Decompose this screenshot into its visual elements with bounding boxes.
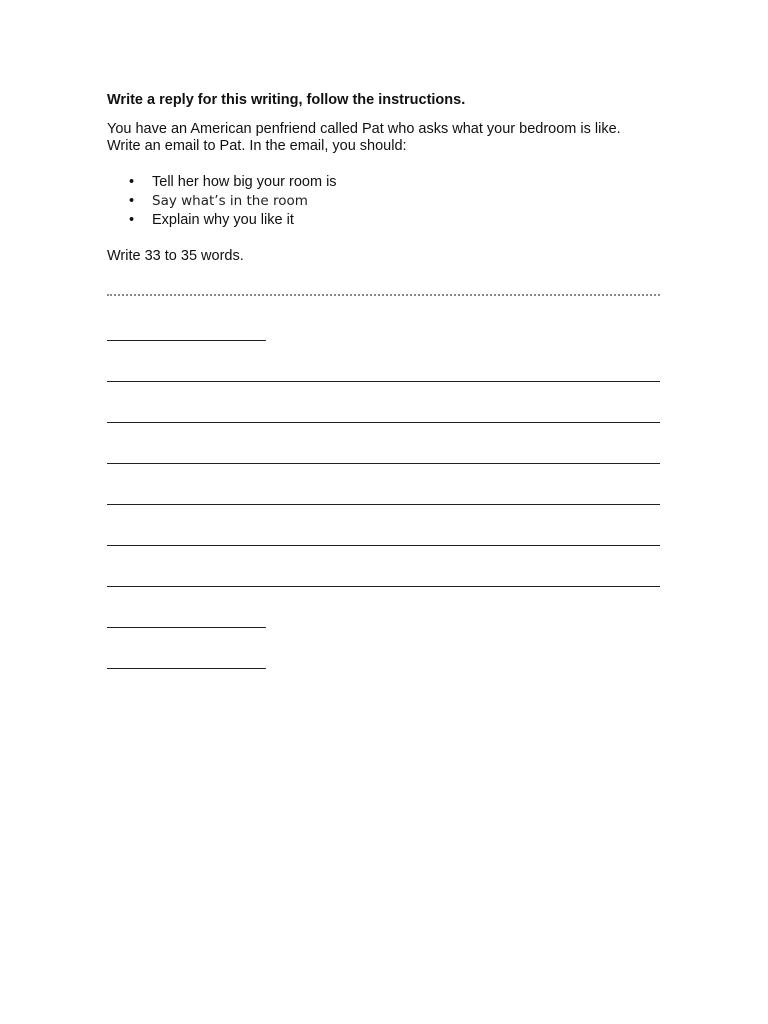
task-text: Explain why you like it [152,212,294,228]
answer-line[interactable] [107,381,660,382]
answer-line[interactable] [107,504,660,505]
prompt-line-2: Write an email to Pat. In the email, you should: [107,138,407,154]
dotted-separator [107,284,660,296]
bullet-icon: • [129,174,135,190]
bullet-icon: • [129,212,135,228]
answer-line[interactable] [107,627,266,628]
task-item [107,211,660,230]
task-list [107,173,660,230]
answer-line[interactable] [107,668,266,669]
prompt-paragraph [107,121,660,155]
answer-line[interactable] [107,545,660,546]
answer-line[interactable] [107,463,660,464]
prompt-line-1: You have an American penfriend called Pat who asks what your bedroom is like. [107,121,621,137]
answer-line[interactable] [107,340,266,341]
task-item [107,173,660,192]
task-item [107,192,660,211]
task-text: Say what’s in the room [152,193,308,209]
page-title: Write a reply for this writing, follow the instructions. [107,92,466,108]
bullet-icon: • [129,193,135,209]
answer-line[interactable] [107,422,660,423]
word-count-instruction: Write 33 to 35 words. [107,248,244,264]
task-text: Tell her how big your room is [152,174,337,190]
answer-line[interactable] [107,586,660,587]
instructions-block [107,91,660,296]
